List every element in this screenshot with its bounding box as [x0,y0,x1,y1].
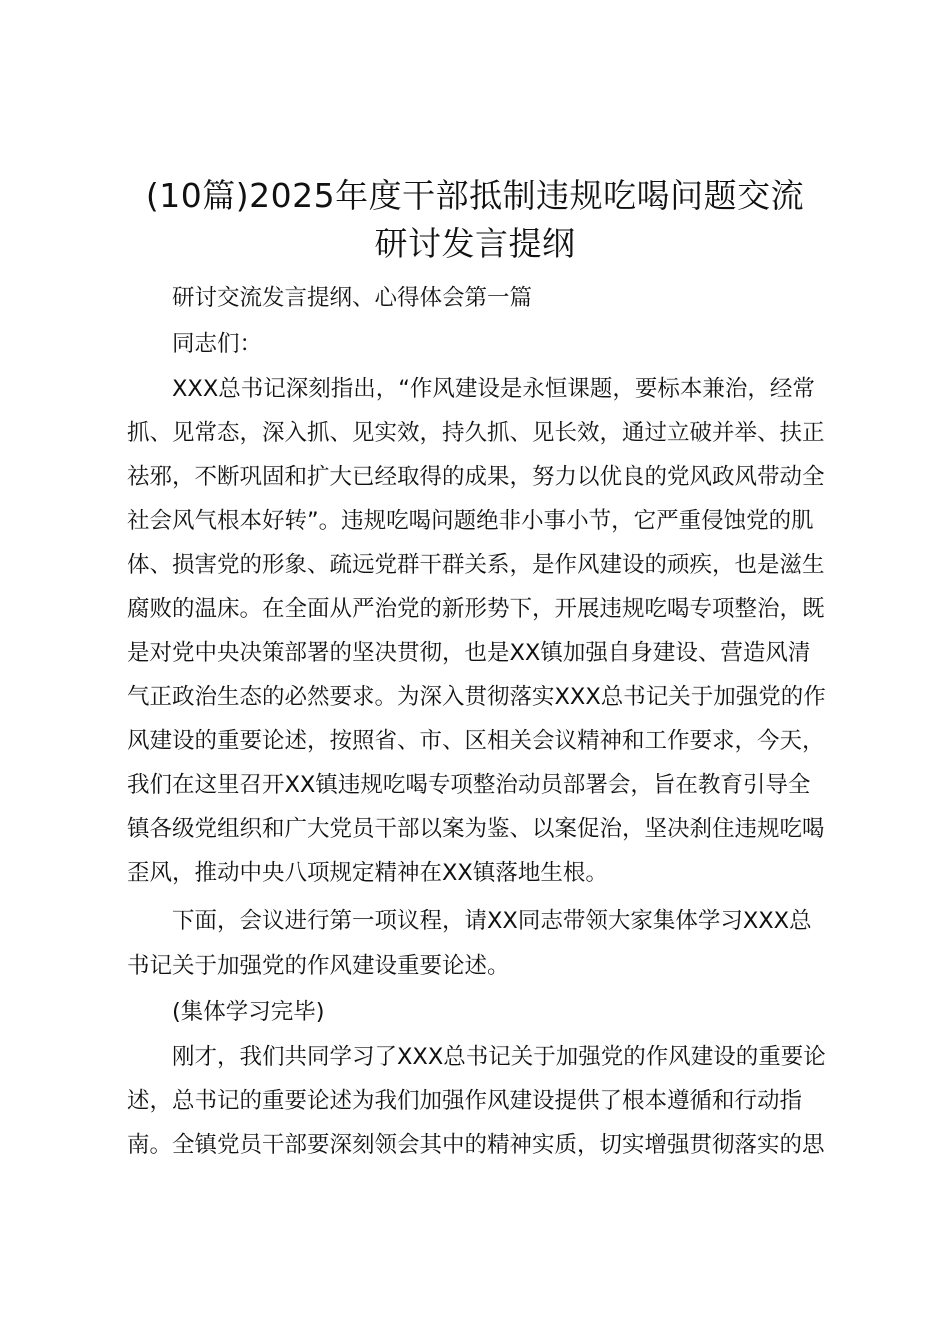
paragraph-1-line-3: 祛邪，不断巩固和扩大已经取得的成果，努力以优良的党风政风带动全 [127,464,825,490]
subtitle: 研讨交流发言提纲、心得体会第一篇 [172,285,533,311]
paragraph-1-line-4: 社会风气根本好转”。违规吃喝问题绝非小事小节，它严重侵蚀党的肌 [127,508,814,534]
salutation: 同志们： [172,331,263,357]
paragraph-4-line-1: 刚才，我们共同学习了XXX总书记关于加强党的作风建设的重要论 [172,1044,826,1070]
paragraph-1-line-7: 是对党中央决策部署的坚决贯彻，也是XX镇加强自身建设、营造风清 [127,640,811,666]
paragraph-1-line-11: 镇各级党组织和广大党员干部以案为鉴、以案促治，坚决刹住违规吃喝 [127,816,825,842]
paragraph-1-line-12: 歪风，推动中央八项规定精神在XX镇落地生根。 [127,860,608,886]
paragraph-4-line-3: 南。全镇党员干部要深刻领会其中的精神实质，切实增强贯彻落实的思 [127,1132,825,1158]
paragraph-1-line-5: 体、损害党的形象、疏远党群干群关系，是作风建设的顽疾，也是滋生 [127,552,825,578]
paragraph-1-line-8: 气正政治生态的必然要求。为深入贯彻落实XXX总书记关于加强党的作 [127,684,826,710]
document-title-line-2: 研讨发言提纲 [374,224,576,263]
paragraph-1-line-9: 风建设的重要论述，按照省、市、区相关会议精神和工作要求，今天， [127,728,825,754]
paragraph-1-line-10: 我们在这里召开XX镇违规吃喝专项整治动员部署会，旨在教育引导全 [127,772,811,798]
paragraph-2-line-1: 下面，会议进行第一项议程，请XX同志带领大家集体学习XXX总 [172,908,812,934]
paragraph-1-line-2: 抓、见常态，深入抓、见实效，持久抓、见长效，通过立破并举、扶正 [127,420,825,446]
paragraph-1-line-6: 腐败的温床。在全面从严治党的新形势下，开展违规吃喝专项整治，既 [127,596,825,622]
paragraph-1-line-1: XXX总书记深刻指出，“作风建设是永恒课题，要标本兼治，经常 [172,376,815,402]
paragraph-4-line-2: 述，总书记的重要论述为我们加强作风建设提供了根本遵循和行动指 [127,1088,803,1114]
document-title-line-1: (10篇)2025年度干部抵制违规吃喝问题交流 [145,176,805,215]
paragraph-2-line-2: 书记关于加强党的作风建设重要论述。 [127,953,510,979]
paragraph-3-line-1: (集体学习完毕) [172,999,325,1025]
